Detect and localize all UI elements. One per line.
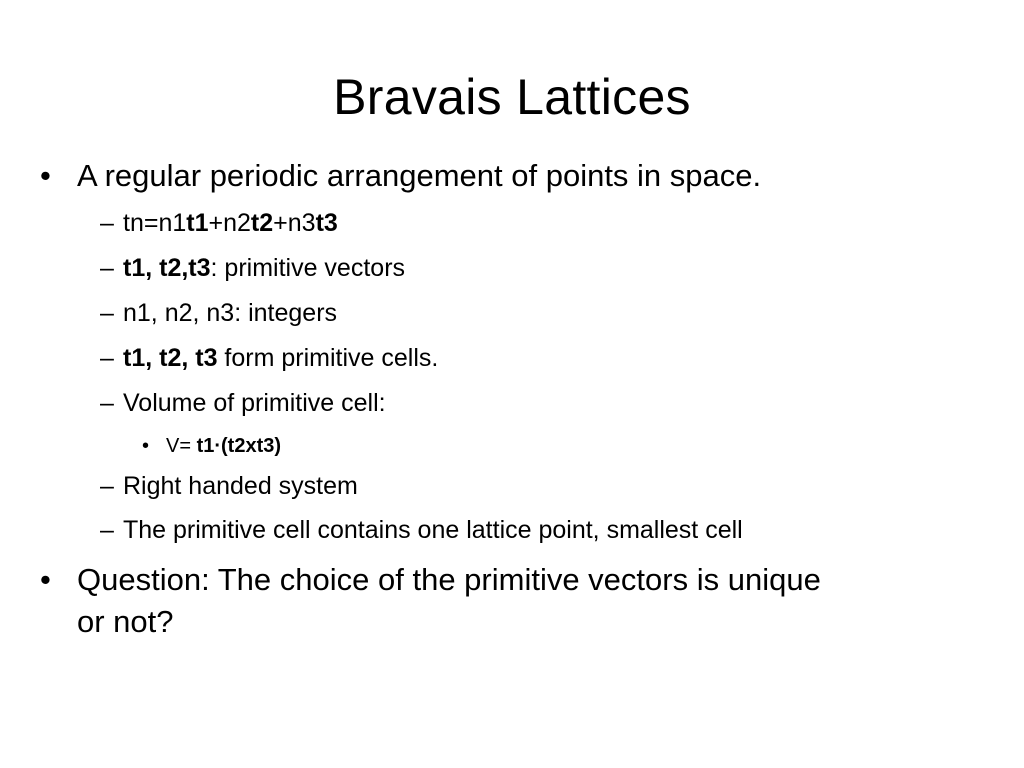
formula-prefix: V=: [166, 435, 197, 457]
dash-marker: –: [100, 344, 114, 372]
bullet-item-text: A regular periodic arrangement of points in space.: [77, 158, 762, 193]
cells-desc: form primitive cells.: [217, 344, 439, 372]
sub-item-text: The primitive cell contains one lattice point, smallest cell: [123, 516, 743, 544]
sub-item-text: Volume of primitive cell:: [123, 389, 386, 417]
bullet-item-2: [40, 560, 980, 644]
formula-expression: t1·(t2xt3): [196, 435, 282, 457]
bullet-marker: •: [142, 435, 150, 457]
eq-part: +n2: [208, 209, 251, 237]
sub-item-text: [123, 342, 438, 374]
sub-item-text: Right handed system: [123, 472, 358, 500]
vectors-desc: : primitive vectors: [210, 254, 406, 282]
slide-title: Bravais Lattices: [333, 69, 691, 125]
vectors-label: t1, t2,t3: [123, 254, 211, 282]
dash-marker: –: [100, 516, 114, 544]
eq-part: tn=n1: [123, 209, 187, 237]
dash-marker: –: [100, 254, 114, 282]
eq-vector: t3: [315, 209, 338, 237]
eq-vector: t2: [250, 209, 274, 237]
eq-vector: t1: [186, 209, 209, 237]
sub-item-text: n1, n2, n3: integers: [123, 299, 338, 327]
vectors-label: t1, t2, t3: [123, 344, 218, 372]
dash-marker: –: [100, 209, 114, 237]
sub-item-text: [123, 252, 405, 284]
dash-marker: –: [100, 389, 114, 417]
dash-marker: –: [100, 299, 114, 327]
eq-part: +n3: [273, 209, 316, 237]
bullet-marker: •: [40, 158, 51, 193]
slide-body: [40, 0, 980, 768]
equation-text: [123, 207, 338, 239]
formula-text: [166, 433, 281, 459]
dash-marker: –: [100, 472, 114, 500]
question-line-1: Question: The choice of the primitive vectors is unique: [77, 562, 821, 597]
question-line-2: or not?: [77, 604, 174, 639]
bullet-marker: •: [40, 562, 51, 597]
